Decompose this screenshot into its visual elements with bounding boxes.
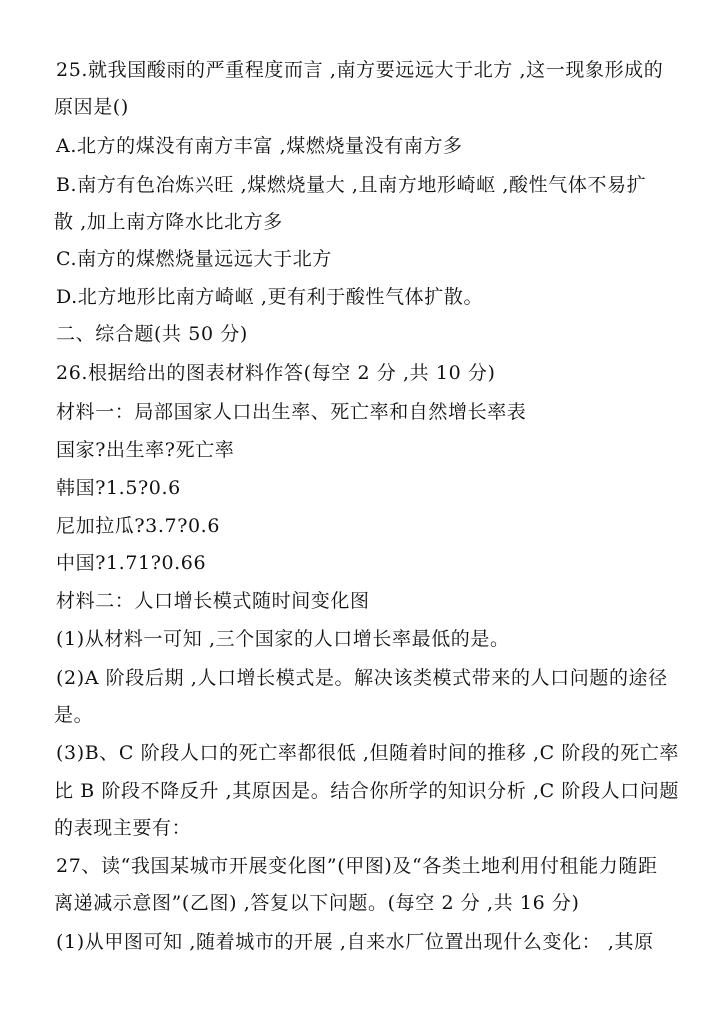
q26-table-row-nicaragua: 尼加拉瓜?3.7?0.6 — [56, 515, 221, 537]
q25-option-b-line-1: B.南方有色冶炼兴旺 ,煤燃烧量大 ,且南方地形崎岖 ,酸性气体不易扩 — [56, 174, 647, 196]
q26-table-row-korea: 韩国?1.5?0.6 — [56, 477, 181, 499]
q25-option-a: A.北方的煤没有南方丰富 ,煤燃烧量没有南方多 — [56, 135, 463, 157]
q26-sub3-line-2: 比 B 阶段不降反升 ,其原因是。结合你所学的知识分析 ,C 阶段人口问题 — [54, 780, 679, 802]
q26-sub2-line-1: (2)A 阶段后期 ,人口增长模式是。解决该类模式带来的人口问题的途径 — [56, 667, 668, 689]
q27-stem-line-1: 27、读“我国某城市开展变化图”(甲图)及“各类土地利用付租能力随距 — [56, 855, 658, 877]
q26-table-header: 国家?出生率?死亡率 — [56, 439, 235, 461]
q27-sub1: (1)从甲图可知 ,随着城市的开展 ,自来水厂位置出现什么变化： ,其原 — [56, 931, 654, 953]
q26-sub2-line-2: 是。 — [54, 704, 94, 726]
q27-stem-line-2: 离递减示意图”(乙图) ,答复以下问题。(每空 2 分 ,共 16 分) — [54, 892, 580, 914]
q25-stem-line-2: 原因是() — [54, 96, 129, 118]
section-heading-comprehensive: 二、综合题(共 50 分) — [56, 323, 248, 345]
q26-sub3-line-3: 的表现主要有： — [54, 817, 192, 839]
q26-sub1: (1)从材料一可知 ,三个国家的人口增长率最低的是。 — [56, 628, 510, 650]
q26-material-one-title: 材料一：局部国家人口出生率、死亡率和自然增长率表 — [56, 401, 527, 423]
q25-option-b-line-2: 散 ,加上南方降水比北方多 — [54, 211, 283, 233]
q26-stem: 26.根据给出的图表材料作答(每空 2 分 ,共 10 分) — [56, 362, 496, 384]
q25-option-c: C.南方的煤燃烧量远远大于北方 — [56, 248, 332, 270]
q25-stem-line-1: 25.就我国酸雨的严重程度而言 ,南方要远远大于北方 ,这一现象形成的 — [56, 59, 664, 81]
q26-material-two-title: 材料二：人口增长模式随时间变化图 — [56, 590, 370, 612]
q26-sub3-line-1: (3)B、C 阶段人口的死亡率都很低 ,但随着时间的推移 ,C 阶段的死亡率 — [56, 742, 679, 764]
q26-table-row-china: 中国?1.71?0.66 — [56, 552, 207, 574]
q25-option-d: D.北方地形比南方崎岖 ,更有利于酸性气体扩散。 — [56, 286, 484, 308]
